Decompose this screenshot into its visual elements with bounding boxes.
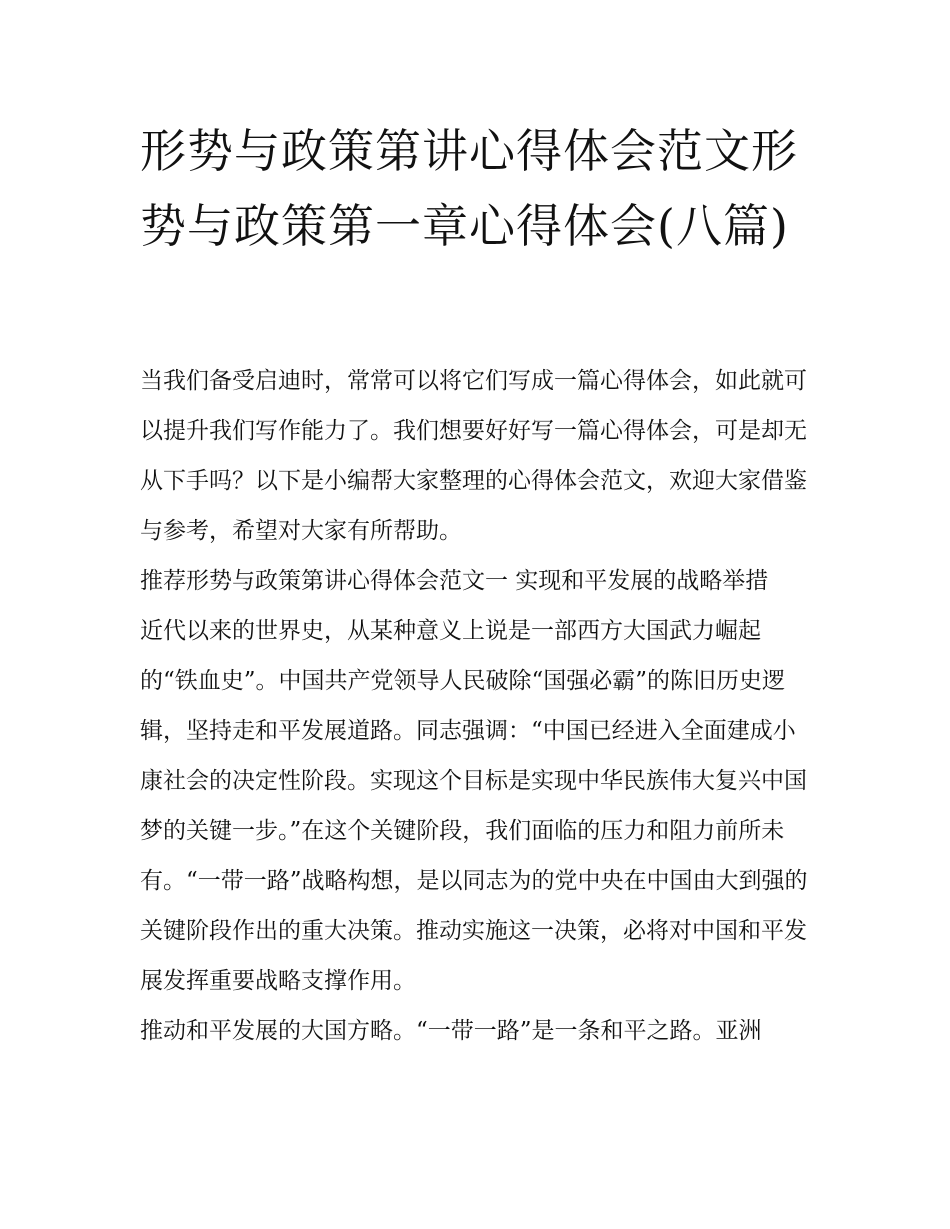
- document-body: [140, 356, 815, 1056]
- paragraph-intro: 当我们备受启迪时，常常可以将它们写成一篇心得体会，如此就可以提升我们写作能力了。我们想要好好写一篇心得体会，可是却无从下手吗？以下是小编帮大家整理的心得体会范文，欢迎大家借鉴与参考，希望对大家有所帮助。: [140, 368, 807, 544]
- document-title: 形势与政策第讲心得体会范文形势与政策第一章心得体会(八篇): [140, 124, 798, 253]
- paragraph-section-heading: 推荐形势与政策第讲心得体会范文一 实现和平发展的战略举措: [140, 568, 769, 594]
- paragraph-history: 近代以来的世界史，从某种意义上说是一部西方大国武力崛起的“铁血史”。中国共产党领导人民破除“国强必霸”的陈旧历史逻辑，坚持走和平发展道路。同志强调：“中国已经进入全面建成小康社会的决定性阶段。实现这个目标是实现中华民族伟大复兴中国梦的关键一步。”在这个关键阶段，我们面临的压力和阻力前所未有。“一带一路”战略构想，是以同志为的党中央在中国由大到强的关键阶段作出的重大决策。推动实施这一决策，必将对中国和平发展发挥重要战略支撑作用。: [140, 618, 808, 994]
- paragraph-strategy: 推动和平发展的大国方略。“一带一路”是一条和平之路。亚洲: [140, 1018, 762, 1044]
